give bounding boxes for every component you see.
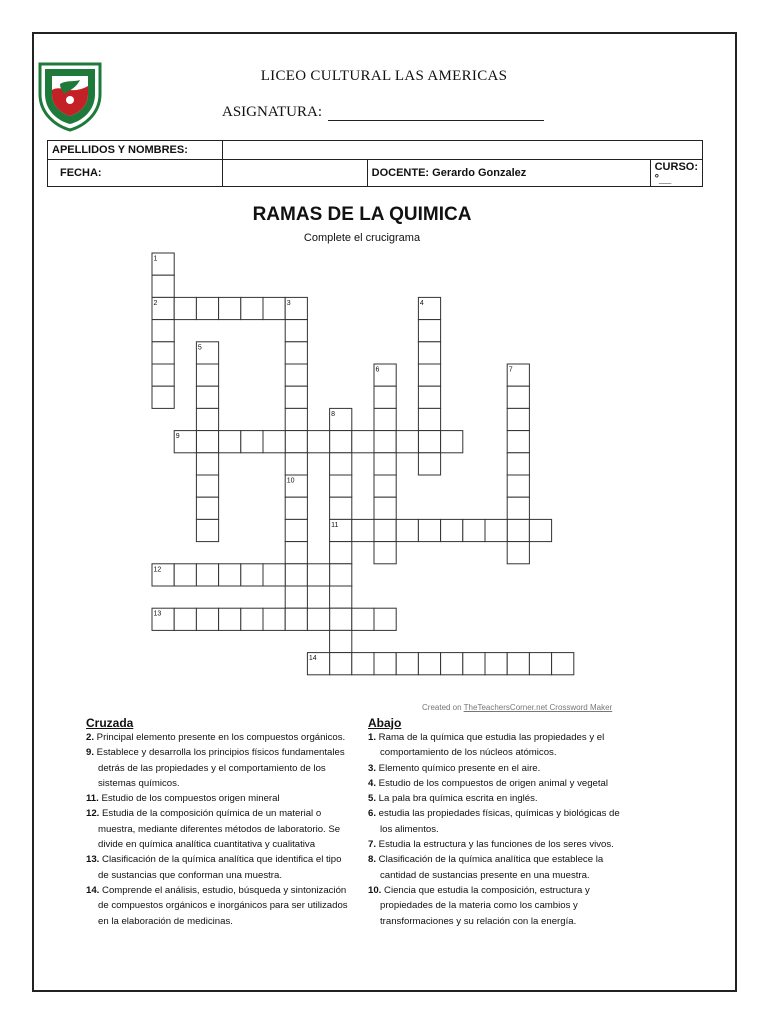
down-clue — [368, 791, 634, 806]
grid-cell[interactable] — [285, 497, 307, 519]
grid-cell[interactable] — [374, 519, 396, 541]
grid-cell[interactable] — [418, 431, 440, 453]
grid-cell[interactable] — [352, 519, 374, 541]
grid-cell[interactable] — [418, 364, 440, 386]
grid-cell[interactable] — [285, 364, 307, 386]
across-clue — [86, 791, 354, 806]
grid-cell[interactable] — [285, 431, 307, 453]
grid-cell[interactable] — [463, 519, 485, 541]
down-heading: Abajo — [368, 716, 402, 730]
grid-cell[interactable] — [196, 608, 218, 630]
grid-cell[interactable] — [441, 519, 463, 541]
clue-text: Estudia la estructura y las funciones de los seres vivos. — [376, 839, 614, 851]
grid-cell[interactable] — [330, 453, 352, 475]
grid-cell[interactable] — [219, 564, 241, 586]
cell-number-label: 2 — [153, 299, 158, 307]
across-clue — [86, 745, 354, 791]
clue-text: estudia las propiedades físicas, químicas y biológicas de los alimentos. — [376, 808, 620, 835]
grid-cell[interactable] — [463, 653, 485, 675]
grid-cell[interactable] — [196, 519, 218, 541]
clue-number: 3. — [368, 762, 377, 774]
grid-cell[interactable] — [241, 431, 263, 453]
clue-text: La pala bra química escrita en inglés. — [376, 793, 538, 805]
clue-number: 9. — [86, 747, 95, 759]
down-clue — [368, 852, 634, 883]
grid-cell[interactable] — [174, 297, 196, 319]
cell-number-label: 4 — [419, 299, 424, 307]
school-name: LICEO CULTURAL LAS AMERICAS — [260, 68, 508, 84]
grid-cell[interactable] — [241, 297, 263, 319]
across-clue-list — [86, 730, 354, 929]
cell-number-label: 5 — [197, 344, 202, 352]
grid-cell[interactable] — [174, 608, 196, 630]
clue-number: 8. — [368, 854, 377, 866]
grid-cell[interactable] — [374, 497, 396, 519]
subject-label: ASIGNATURA: — [222, 104, 323, 120]
grid-cell[interactable] — [507, 386, 529, 408]
cell-number-label: 8 — [331, 410, 336, 418]
grid-cell[interactable] — [507, 408, 529, 430]
grid-cell[interactable] — [374, 408, 396, 430]
grid-cell[interactable] — [396, 653, 418, 675]
grid-cell[interactable] — [241, 608, 263, 630]
down-clue — [368, 776, 634, 791]
grid-cell[interactable] — [418, 519, 440, 541]
grid-cell[interactable] — [285, 453, 307, 475]
grid-cell[interactable] — [330, 431, 352, 453]
cell-number-label: 14 — [308, 655, 317, 663]
down-clue — [368, 761, 634, 776]
cell-number-label: 11 — [331, 521, 339, 529]
across-clue — [86, 730, 354, 745]
grid-cell[interactable] — [418, 320, 440, 342]
clue-text: Principal elemento presente en los compuestos orgánicos. — [94, 732, 346, 743]
grid-cell[interactable] — [441, 653, 463, 675]
grid-cell[interactable] — [219, 431, 241, 453]
grid-cell[interactable] — [241, 564, 263, 586]
clue-number: 5. — [368, 793, 377, 805]
grid-cell[interactable] — [330, 653, 352, 675]
grid-cell[interactable] — [152, 342, 174, 364]
grid-cell[interactable] — [196, 364, 218, 386]
clue-text: Clasificación de la química analítica que establece la cantidad de sustancias presente en una muestra. — [376, 854, 604, 881]
grid-cell[interactable] — [374, 475, 396, 497]
grid-cell[interactable] — [352, 653, 374, 675]
grid-cell[interactable] — [418, 653, 440, 675]
grid-cell[interactable] — [330, 542, 352, 564]
grid-cell[interactable] — [219, 297, 241, 319]
grid-cell[interactable] — [285, 519, 307, 541]
down-clue — [368, 730, 634, 761]
clue-text: Comprende el análisis, estudio, búsqueda y sintonización de compuestos orgánicos e inorgánicos para ser utilizados en la elaboración de medicinas. — [98, 884, 348, 927]
grid-cell[interactable] — [196, 475, 218, 497]
grid-cell[interactable] — [263, 608, 285, 630]
clue-text: Establece y desarrolla los principios físicos fundamentales detrás de las propiedades y el comportamiento de los sistemas químicos. — [94, 747, 345, 789]
across-clue — [86, 806, 354, 852]
clue-number: 1. — [368, 732, 377, 743]
down-clue — [368, 883, 634, 929]
credit-prefix: Created on — [422, 703, 462, 712]
clue-number: 11. — [86, 793, 99, 805]
grid-cell[interactable] — [374, 431, 396, 453]
across-clue — [86, 852, 354, 883]
cell-number-label: 3 — [286, 299, 291, 307]
grid-cell[interactable] — [263, 297, 285, 319]
cell-number-label: 12 — [153, 566, 162, 574]
puzzle-subtitle: Complete el crucigrama — [303, 232, 421, 244]
clue-number: 4. — [368, 777, 377, 789]
grid-cell[interactable] — [285, 564, 307, 586]
grid-cell[interactable] — [152, 320, 174, 342]
grid-cell[interactable] — [552, 653, 574, 675]
credit-line — [422, 703, 612, 712]
grid-cell[interactable] — [330, 475, 352, 497]
grid-cell[interactable] — [152, 386, 174, 408]
cell-number-label: 1 — [153, 255, 158, 263]
cell-number-label: 9 — [175, 433, 180, 441]
grid-cell[interactable] — [418, 408, 440, 430]
grid-cell[interactable] — [507, 542, 529, 564]
grid-cell[interactable] — [396, 431, 418, 453]
grid-cell[interactable] — [441, 431, 463, 453]
grid-cell[interactable] — [396, 519, 418, 541]
cell-number-label: 13 — [153, 610, 162, 618]
grid-cell[interactable] — [507, 431, 529, 453]
clue-text: Elemento químico presente en el aire. — [376, 762, 541, 774]
clue-number: 2. — [86, 732, 95, 743]
puzzle-title: RAMAS DE LA QUIMICA — [252, 204, 472, 225]
grid-cell[interactable] — [196, 453, 218, 475]
grid-cell[interactable] — [330, 564, 352, 586]
grid-cell[interactable] — [330, 497, 352, 519]
clue-text: Estudio de los compuestos origen mineral — [98, 793, 280, 805]
grid-cell[interactable] — [352, 431, 374, 453]
grid-cell[interactable] — [418, 342, 440, 364]
clue-number: 10. — [368, 884, 382, 896]
across-heading: Cruzada — [86, 716, 134, 730]
grid-cell[interactable] — [285, 608, 307, 630]
cell-number-label: 10 — [286, 477, 295, 485]
grid-cell[interactable] — [418, 386, 440, 408]
grid-cell[interactable] — [529, 519, 551, 541]
clue-text: Rama de la química que estudia las propiedades y el comportamiento de los núcleos atómicos. — [376, 732, 605, 759]
grid-cell[interactable] — [418, 453, 440, 475]
grid-cell[interactable] — [330, 608, 352, 630]
grid-cell[interactable] — [374, 453, 396, 475]
grid-cell[interactable] — [196, 564, 218, 586]
grid-cell[interactable] — [307, 608, 329, 630]
down-clue — [368, 837, 634, 852]
grid-cell[interactable] — [507, 497, 529, 519]
grid-cell[interactable] — [196, 297, 218, 319]
down-clue — [368, 806, 634, 837]
grid-cell[interactable] — [285, 586, 307, 608]
grid-cell[interactable] — [285, 386, 307, 408]
grid-cell[interactable] — [485, 519, 507, 541]
grid-cell[interactable] — [285, 542, 307, 564]
teacher-label: DOCENTE: Gerardo Gonzalez — [367, 160, 650, 187]
clue-number: 14. — [86, 884, 100, 896]
grid-cell[interactable] — [219, 608, 241, 630]
grid-cell[interactable] — [307, 431, 329, 453]
grid-cell[interactable] — [307, 564, 329, 586]
clue-number: 13. — [86, 854, 100, 866]
grid-cell[interactable] — [330, 586, 352, 608]
down-clue-list — [368, 730, 634, 929]
date-label: FECHA: — [48, 160, 223, 187]
clue-text: Estudia de la composición química de un material o muestra, mediante diferentes métodos de laboratorio. Se divide en química analítica cuantitativa y cualitativa — [98, 808, 341, 851]
clue-text: Ciencia que estudia la composición, estructura y propiedades de la materia como los cambios y transformaciones y su relación con la energía. — [380, 884, 590, 927]
grid-cell[interactable] — [485, 653, 507, 675]
grid-cell[interactable] — [285, 408, 307, 430]
grid-cell[interactable] — [374, 386, 396, 408]
across-clue — [86, 883, 354, 929]
grid-cell[interactable] — [196, 408, 218, 430]
grid-cell[interactable] — [152, 275, 174, 297]
grid-cell[interactable] — [507, 475, 529, 497]
grid-cell[interactable] — [374, 608, 396, 630]
grid-cell[interactable] — [507, 453, 529, 475]
grid-cell[interactable] — [285, 320, 307, 342]
grid-cell[interactable] — [374, 542, 396, 564]
grid-cell[interactable] — [196, 431, 218, 453]
clue-text: Estudio de los compuestos de origen animal y vegetal — [376, 777, 608, 789]
grid-cell[interactable] — [263, 564, 285, 586]
grid-cell[interactable] — [529, 653, 551, 675]
grid-cell[interactable] — [507, 519, 529, 541]
clue-text: Clasificación de la química analítica que identifica el tipo de sustancias que conforman una muestra. — [98, 854, 342, 881]
grid-cell[interactable] — [263, 431, 285, 453]
course-label: CURSO: °__ — [650, 160, 702, 187]
cell-number-label: 6 — [375, 366, 380, 374]
grid-cell[interactable] — [507, 653, 529, 675]
grid-cell[interactable] — [196, 386, 218, 408]
grid-cell[interactable] — [285, 342, 307, 364]
names-label: APELLIDOS Y NOMBRES: — [48, 141, 223, 160]
cell-number-label: 7 — [508, 366, 513, 374]
grid-cell[interactable] — [374, 653, 396, 675]
credit-link[interactable]: TheTeachersCorner.net Crossword Maker — [463, 703, 613, 712]
clue-number: 6. — [368, 808, 377, 820]
grid-cell[interactable] — [152, 364, 174, 386]
clue-number: 12. — [86, 808, 100, 820]
grid-cell[interactable] — [196, 497, 218, 519]
grid-cell[interactable] — [352, 608, 374, 630]
grid-cell[interactable] — [330, 630, 352, 652]
clue-number: 7. — [368, 839, 377, 851]
grid-cell[interactable] — [174, 564, 196, 586]
